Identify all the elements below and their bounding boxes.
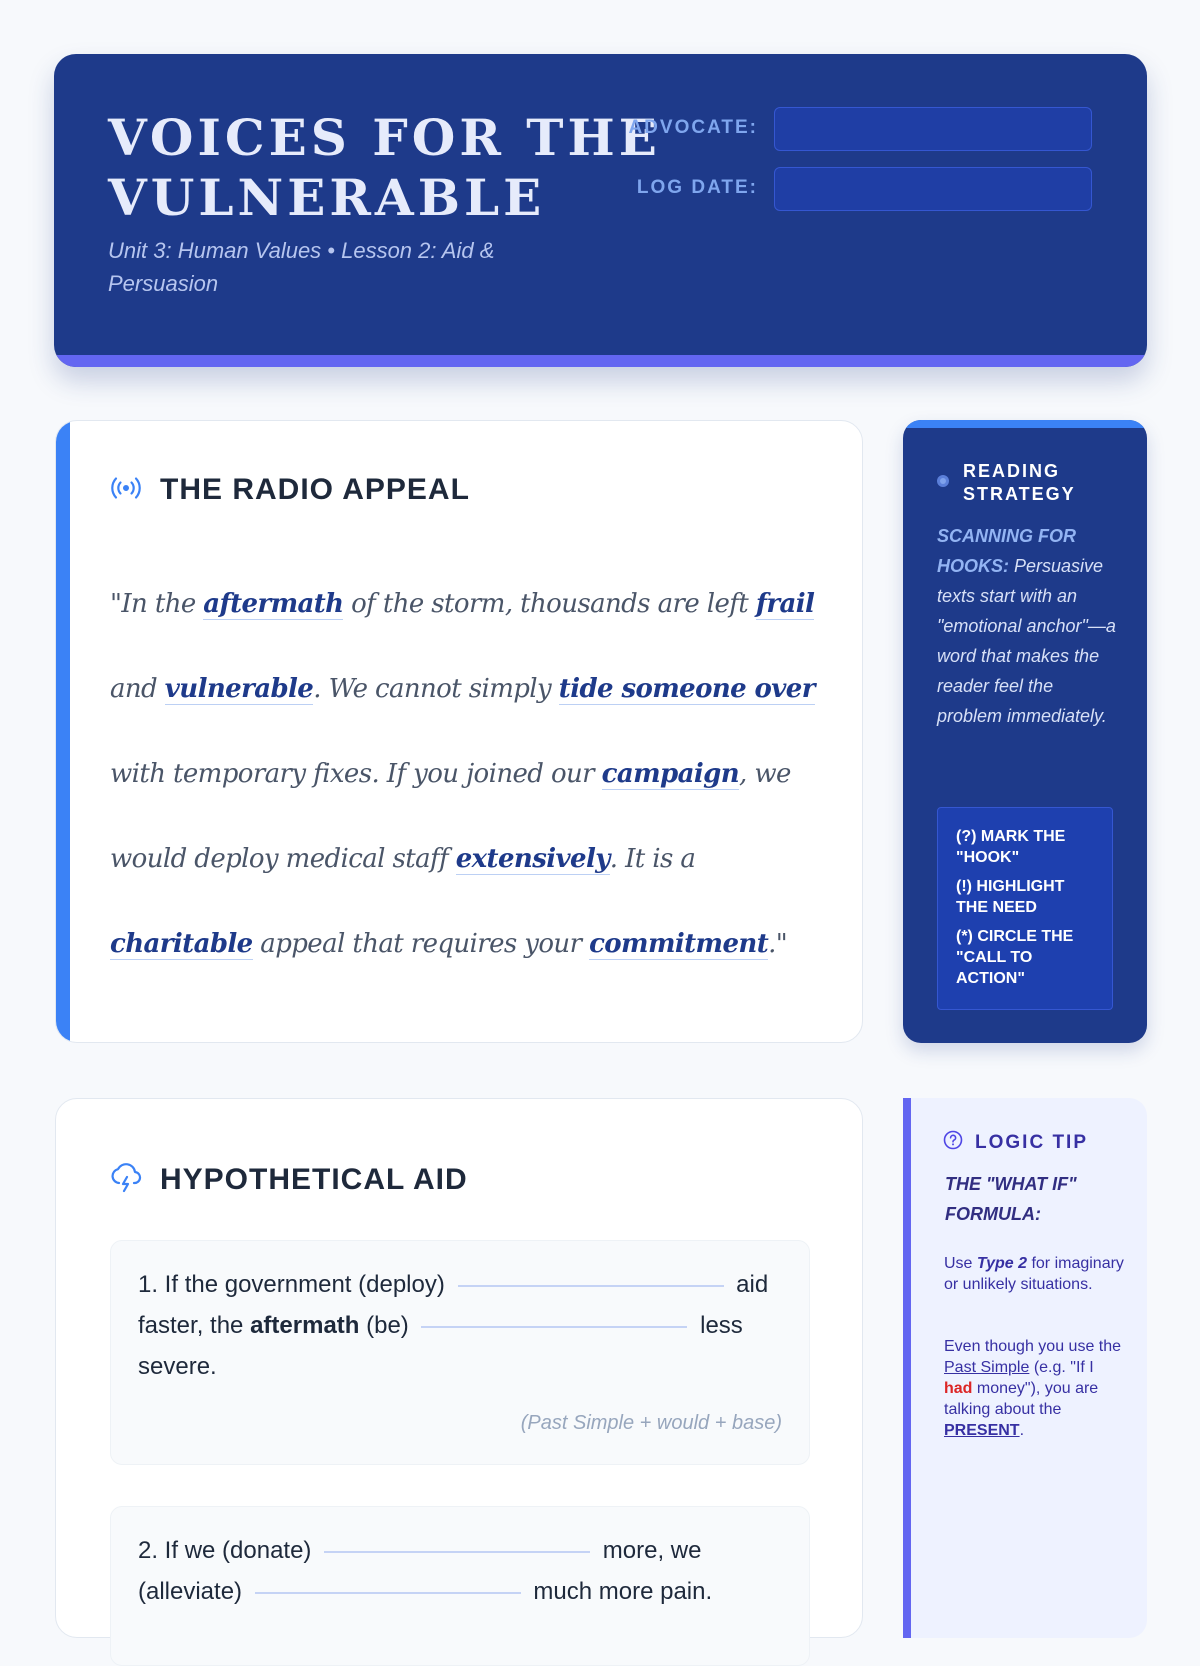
exercise-text: aid faster, the bbox=[138, 1271, 769, 1339]
exercise-text: less severe. bbox=[138, 1312, 743, 1380]
log-date-label: LOG DATE: bbox=[636, 177, 758, 198]
page-title: VOICES FOR THE VULNERABLE bbox=[108, 108, 661, 227]
radio-appeal-quote bbox=[110, 562, 820, 987]
logic-highlight: had bbox=[944, 1380, 973, 1397]
logic-formula: THE "WHAT IF" FORMULA: bbox=[945, 1174, 1077, 1224]
page-subtitle: Unit 3: Human Values • Lesson 2: Aid & Persuasion bbox=[108, 238, 495, 296]
exercise-text: much more pain. bbox=[526, 1578, 713, 1605]
logic-paragraph bbox=[944, 1253, 1124, 1295]
logic-tip-title: LOGIC TIP bbox=[975, 1131, 1088, 1153]
advocate-label: ADVOCATE: bbox=[628, 117, 758, 138]
radio-appeal-header bbox=[110, 473, 470, 507]
strategy-lead: SCANNING FOR HOOKS: bbox=[937, 526, 1076, 576]
radio-appeal-card bbox=[55, 420, 863, 1043]
header-accent-bar bbox=[54, 355, 1147, 367]
radio-appeal-title: THE RADIO APPEAL bbox=[160, 473, 470, 506]
logic-text: . bbox=[1019, 1422, 1025, 1439]
logic-text: for imaginary or unlikely situations. bbox=[944, 1255, 1124, 1293]
exercise-text: If the government (deploy) bbox=[158, 1271, 452, 1298]
exercise-text: (be) bbox=[359, 1312, 416, 1339]
hypothetical-aid-title: HYPOTHETICAL AID bbox=[160, 1162, 468, 1196]
dot-icon bbox=[937, 474, 949, 492]
exercise-text: If we (donate) bbox=[158, 1537, 319, 1564]
quote-text: of the storm, thousands are left bbox=[343, 589, 756, 619]
logic-paragraph bbox=[944, 1336, 1124, 1441]
strategy-checklist-item: (?) MARK THE "HOOK" bbox=[956, 828, 1066, 866]
question-circle-icon bbox=[943, 1130, 963, 1155]
logic-keyword: PRESENT bbox=[944, 1422, 1020, 1439]
header-banner bbox=[54, 54, 1147, 367]
vocabulary-keyword: extensively bbox=[455, 844, 610, 874]
radio-broadcast-icon bbox=[110, 474, 142, 507]
vocabulary-keyword: tide someone over bbox=[558, 674, 815, 704]
logic-text: (e.g. "If I bbox=[1029, 1359, 1094, 1376]
logic-text: money"), you are talking about the bbox=[944, 1380, 1099, 1418]
strategy-title: READING STRATEGY bbox=[963, 461, 1076, 504]
quote-text: appeal that requires your bbox=[252, 929, 590, 959]
quote-text: ." bbox=[768, 929, 788, 959]
logic-tip-header bbox=[943, 1130, 1088, 1155]
quote-text: , we would deploy medical staff bbox=[110, 759, 791, 874]
logic-tip-card bbox=[903, 1098, 1147, 1638]
exercise-text: more, we (alleviate) bbox=[138, 1537, 702, 1605]
answer-blank[interactable] bbox=[458, 1285, 724, 1287]
exercise-item bbox=[110, 1506, 810, 1666]
strategy-text: Persuasive texts start with an "emotional anchor"—a word that makes the reader feel the problem immediately. bbox=[937, 556, 1116, 726]
strategy-checklist-item: (*) CIRCLE THE "CALL TO ACTION" bbox=[956, 928, 1074, 987]
logic-accent-bar bbox=[903, 1098, 911, 1638]
card-accent-bar bbox=[56, 421, 70, 1042]
strategy-checklist-item: (!) HIGHLIGHT THE NEED bbox=[956, 878, 1065, 916]
exercise-sentence bbox=[138, 1264, 778, 1387]
strategy-top-bar bbox=[903, 420, 1147, 428]
vocabulary-keyword: campaign bbox=[601, 759, 740, 789]
hypothetical-aid-card bbox=[55, 1098, 863, 1638]
log-date-input[interactable] bbox=[774, 167, 1092, 211]
strategy-description bbox=[937, 521, 1117, 731]
answer-blank[interactable] bbox=[324, 1551, 590, 1553]
answer-blank[interactable] bbox=[255, 1592, 521, 1594]
exercise-number: 2. bbox=[138, 1537, 159, 1564]
logic-keyword: Past Simple bbox=[944, 1359, 1030, 1376]
vocabulary-keyword: charitable bbox=[110, 929, 253, 959]
advocate-input[interactable] bbox=[774, 107, 1092, 151]
strategy-header bbox=[937, 460, 1147, 506]
logic-keyword: Type 2 bbox=[976, 1255, 1027, 1272]
exercise-item bbox=[110, 1240, 810, 1465]
logic-text: Use bbox=[944, 1255, 977, 1272]
quote-text: with temporary fixes. If you joined our bbox=[110, 759, 602, 789]
hypothetical-aid-header bbox=[110, 1161, 468, 1198]
exercise-hint: (Past Simple + would + base) bbox=[520, 1412, 782, 1434]
vocabulary-keyword: commitment bbox=[589, 929, 769, 959]
logic-text: Even though you use the bbox=[944, 1338, 1122, 1355]
reading-strategy-card bbox=[903, 420, 1147, 1043]
exercise-number: 1. bbox=[138, 1271, 159, 1298]
answer-blank[interactable] bbox=[421, 1326, 687, 1328]
vocabulary-keyword: frail bbox=[755, 589, 815, 619]
strategy-checklist bbox=[937, 807, 1113, 1010]
quote-text: . It is a bbox=[609, 844, 696, 874]
vocabulary-keyword: aftermath bbox=[203, 589, 344, 619]
quote-text: "In the bbox=[110, 589, 204, 619]
quote-text: and bbox=[110, 674, 165, 704]
cloud-lightning-icon bbox=[110, 1161, 142, 1198]
quote-text: . We cannot simply bbox=[313, 674, 559, 704]
vocabulary-keyword: vulnerable bbox=[164, 674, 314, 704]
exercise-keyword: aftermath bbox=[250, 1312, 360, 1339]
